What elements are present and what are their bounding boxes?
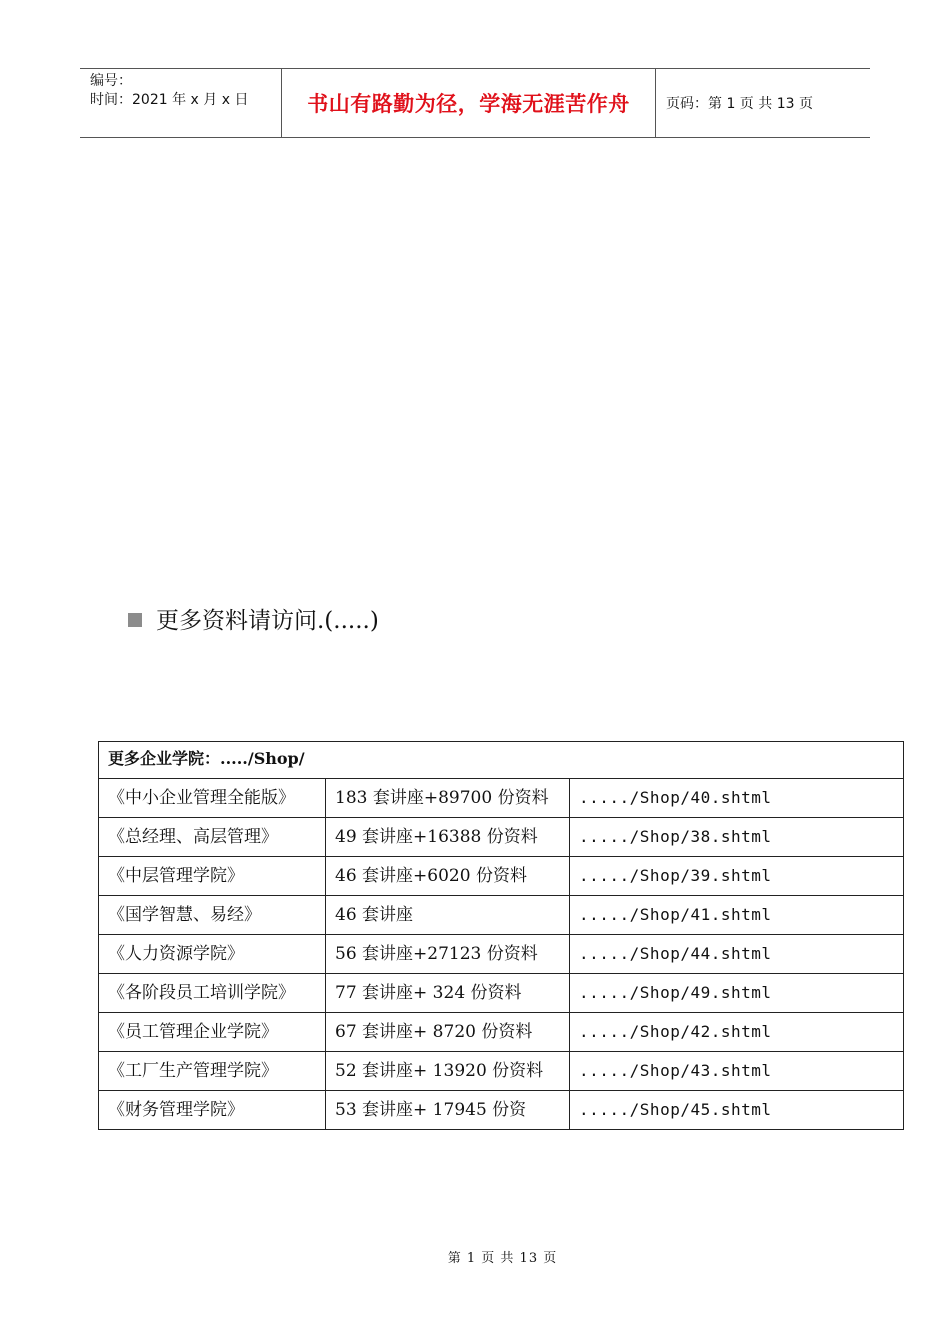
course-url[interactable]: ...../Shop/39.shtml xyxy=(570,857,904,896)
course-content: 77 套讲座+ 324 份资料 xyxy=(326,974,570,1013)
table-row xyxy=(99,1013,904,1052)
course-content: 183 套讲座+89700 份资料 xyxy=(326,779,570,818)
table-header-cell: 更多企业学院：...../Shop/ xyxy=(99,742,904,779)
table-header-row xyxy=(99,742,904,779)
course-url[interactable]: ...../Shop/44.shtml xyxy=(570,935,904,974)
course-url[interactable]: ...../Shop/38.shtml xyxy=(570,818,904,857)
course-url[interactable]: ...../Shop/42.shtml xyxy=(570,1013,904,1052)
academy-table xyxy=(98,741,904,1130)
course-url[interactable]: ...../Shop/49.shtml xyxy=(570,974,904,1013)
course-name: 《总经理、高层管理》 xyxy=(99,818,326,857)
table-row xyxy=(99,1091,904,1130)
course-url[interactable]: ...../Shop/45.shtml xyxy=(570,1091,904,1130)
header-motto: 书山有路勤为径，学海无涯苦作舟 xyxy=(282,69,656,137)
course-name: 《人力资源学院》 xyxy=(99,935,326,974)
course-url[interactable]: ...../Shop/40.shtml xyxy=(570,779,904,818)
more-resources-text: 更多资料请访问.(.....) xyxy=(156,608,379,634)
table-row xyxy=(99,779,904,818)
course-url[interactable]: ...../Shop/43.shtml xyxy=(570,1052,904,1091)
course-content: 53 套讲座+ 17945 份资 xyxy=(326,1091,570,1130)
document-time-label: 时间：2021 年 x 月 x 日 xyxy=(90,92,249,108)
course-name: 《各阶段员工培训学院》 xyxy=(99,974,326,1013)
header-page-info: 页码：第 1 页 共 13 页 xyxy=(666,96,813,112)
page-header xyxy=(80,68,870,138)
table-row xyxy=(99,974,904,1013)
course-url[interactable]: ...../Shop/41.shtml xyxy=(570,896,904,935)
table-row xyxy=(99,896,904,935)
table-row xyxy=(99,818,904,857)
table-row xyxy=(99,857,904,896)
course-name: 《工厂生产管理学院》 xyxy=(99,1052,326,1091)
course-name: 《财务管理学院》 xyxy=(99,1091,326,1130)
course-content: 52 套讲座+ 13920 份资料 xyxy=(326,1052,570,1091)
course-name: 《中小企业管理全能版》 xyxy=(99,779,326,818)
table-row xyxy=(99,1052,904,1091)
course-name: 《国学智慧、易经》 xyxy=(99,896,326,935)
document-number-label: 编号： xyxy=(90,73,132,89)
header-meta xyxy=(80,69,282,137)
square-bullet-icon xyxy=(128,613,142,627)
course-name: 《员工管理企业学院》 xyxy=(99,1013,326,1052)
course-content: 46 套讲座+6020 份资料 xyxy=(326,857,570,896)
course-content: 46 套讲座 xyxy=(326,896,570,935)
table-row xyxy=(99,935,904,974)
course-content: 49 套讲座+16388 份资料 xyxy=(326,818,570,857)
course-content: 56 套讲座+27123 份资料 xyxy=(326,935,570,974)
course-name: 《中层管理学院》 xyxy=(99,857,326,896)
page-footer: 第 1 页 共 13 页 xyxy=(447,1251,558,1266)
more-resources-line xyxy=(128,602,379,635)
course-content: 67 套讲座+ 8720 份资料 xyxy=(326,1013,570,1052)
